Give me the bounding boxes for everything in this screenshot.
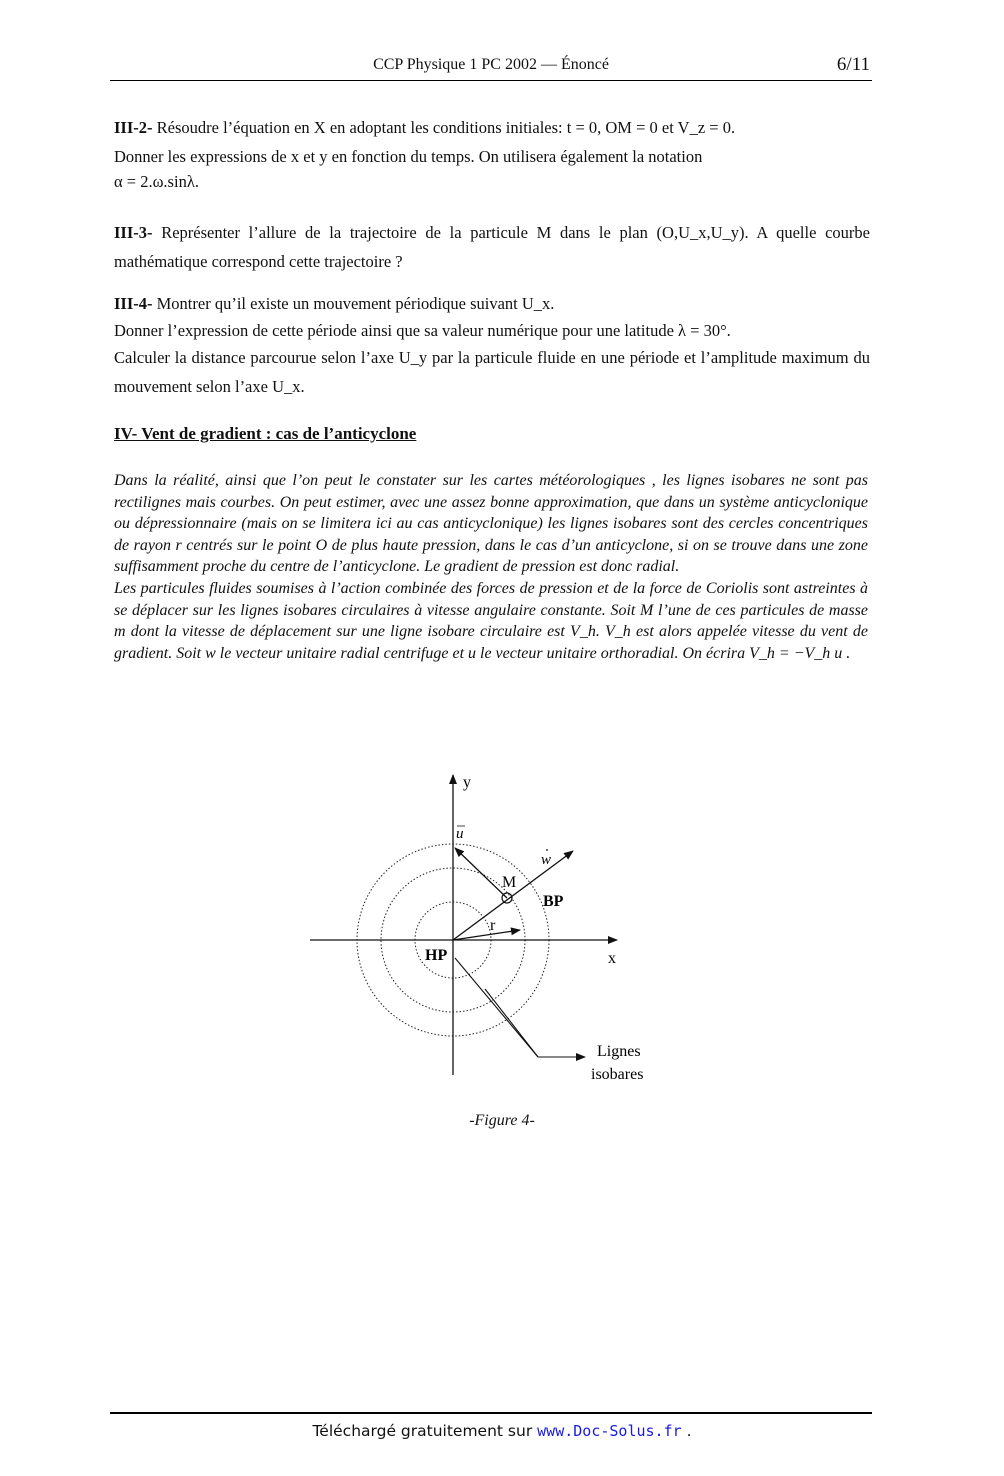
question-text: Résoudre l’équation en X en adoptant les conditions initiales: t = 0, OM = 0 et V_z = 0. [156,118,736,137]
footer-text: Téléchargé gratuitement sur [312,1422,533,1440]
r-vector [453,930,520,940]
x-axis-label: x [608,950,616,967]
question-iii-2-line3: α = 2.ω.sinλ. [114,172,199,191]
question-iii-4-line3: Calculer la distance parcourue selon l’axe U_y par la particule fluide en une période et l’amplitude maximum du mouvement selon l’axe U_x. [114,348,870,396]
u-label: u [456,826,464,842]
leader-line-2 [485,989,538,1057]
m-label: M [502,874,517,891]
question-label: III-4- [114,294,153,313]
question-text: Montrer qu’il existe un mouvement périodique suivant U_x. [156,294,555,313]
isobars-label-line1: Lignes [597,1043,641,1060]
paragraph-2: Les particules fluides soumises à l’action combinée des forces de pression et de la force de Coriolis sont astreintes à se déplacer sur les lignes isobares circulaires à vitesse angulaire constante. Soit M l’une de ces particules de masse m dont la vitesse de déplacement sur une ligne isobare circulaire est V_h. V_h est alors appelée vitesse du vent de gradient. Soit w le vecteur unitaire radial centrifuge et u le vecteur unitaire orthoradial. On écrira V_h = −V_h u . [114,579,868,662]
paragraph-1: Dans la réalité, ainsi que l’on peut le constater sur les cartes météorologiques , les lignes isobares ne sont pas rectilignes mais courbes. On peut estimer, avec une assez bonne approximation, que dans un système anticyclonique ou dépressionnaire (mais on se limitera ici au cas anticyclonique) les lignes isobares sont des cercles concentriques de rayon r centrés sur le point O de plus haute pression, dans le cas d’un anticyclone, si on se trouve dans une zone suffisamment proche du centre de l’anticyclone. Le gradient de pression est donc radial. [114,472,868,576]
header-title: CCP Physique 1 PC 2002 — Énoncé [373,56,609,73]
question-label: III-2- [114,118,153,137]
w-label: w [541,852,552,868]
figure-caption: -Figure 4- [469,1112,535,1129]
footer [0,1422,1004,1440]
footer-rule [110,1412,872,1414]
isobars-label-line2: isobares [591,1066,644,1083]
question-label: III-3- [114,223,153,242]
hp-label: HP [425,947,448,964]
w-label-dot [546,849,548,851]
leader-line-1 [455,958,538,1057]
question-iii-4-line2: Donner l’expression de cette période ainsi que sa valeur numérique pour une latitude λ = 30°. [114,321,731,340]
footer-end: . [686,1422,692,1440]
y-axis-label: y [463,774,471,791]
page-number: 6/11 [836,54,870,75]
section-title: IV- Vent de gradient : cas de l’anticyclone [114,424,417,443]
bp-label: BP [543,893,564,910]
question-text: Représenter l’allure de la trajectoire de la particule M dans le plan (O,U_x,U_y). A quelle courbe mathématique correspond cette trajectoire ? [114,223,870,271]
footer-link[interactable]: www.Doc-Solus.fr [537,1422,682,1440]
question-iii-2-line2: Donner les expressions de x et y en fonction du temps. On utilisera également la notation [114,147,703,166]
r-label: r [490,917,496,934]
u-vector [455,848,507,898]
